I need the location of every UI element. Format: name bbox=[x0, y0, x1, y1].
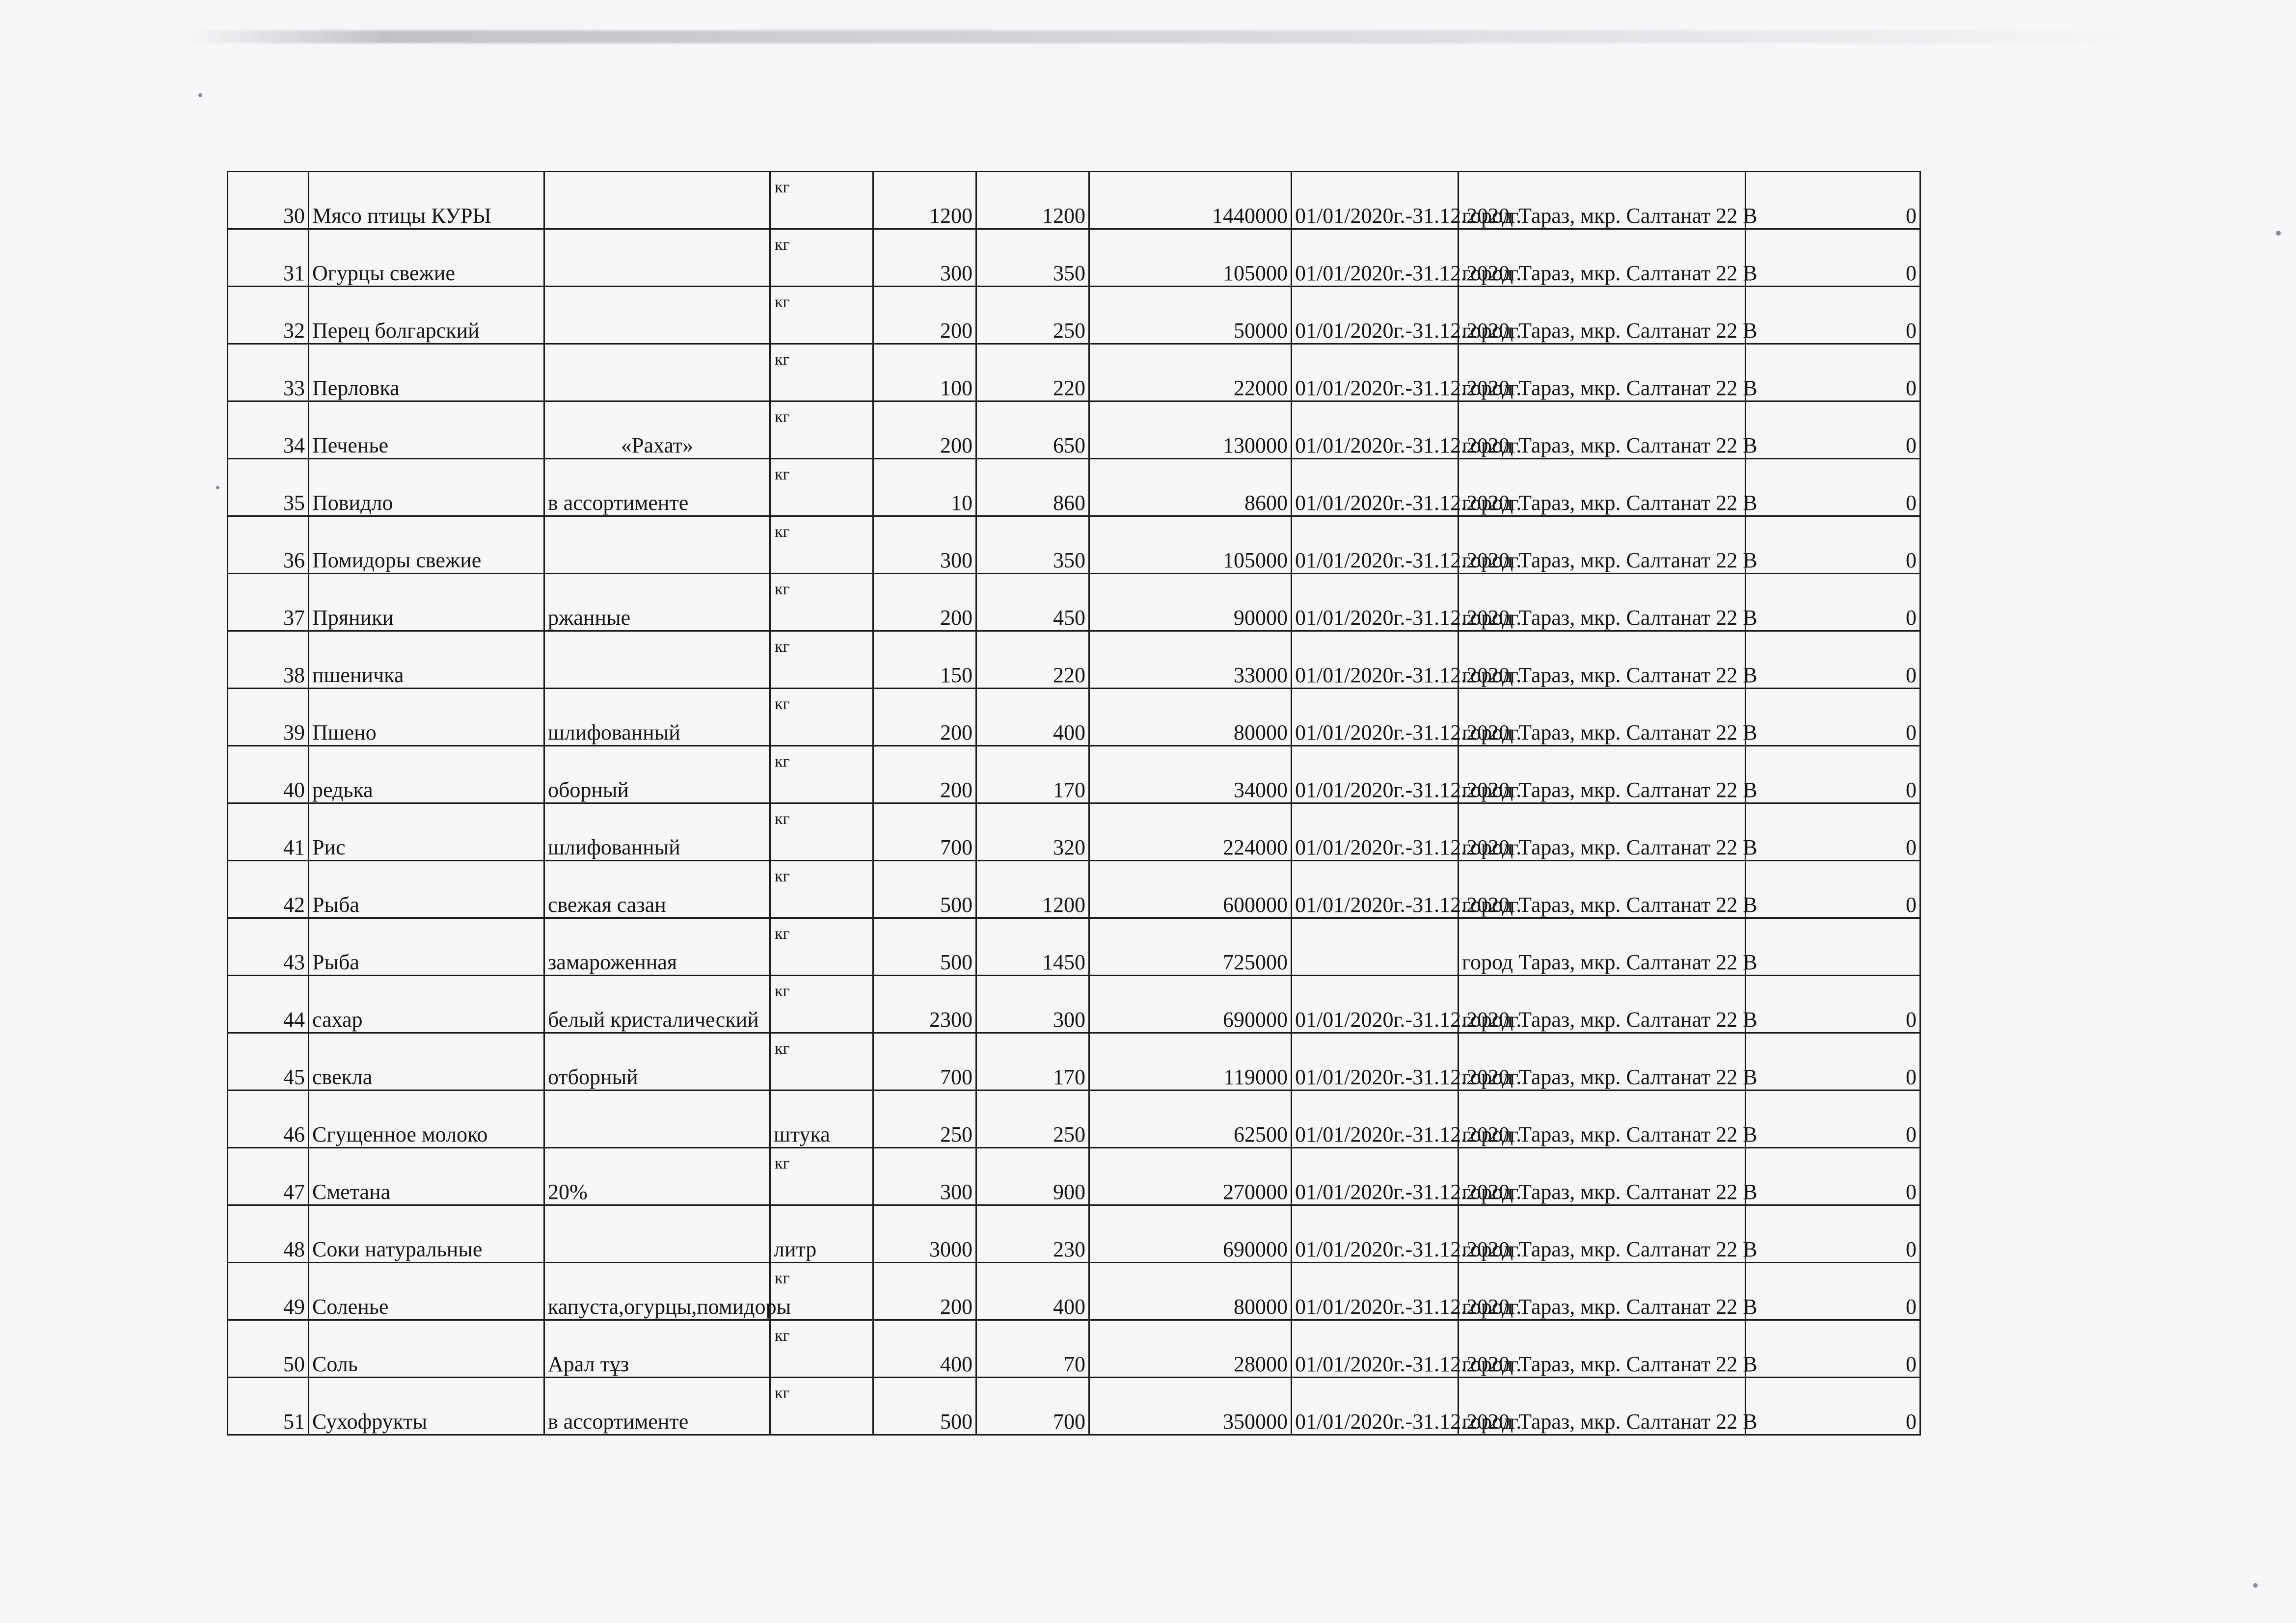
item-name: Печенье bbox=[309, 401, 544, 459]
table-row bbox=[228, 516, 1920, 574]
delivery-place: город Тараз, мкр. Салтанат 22 В bbox=[1459, 287, 1746, 344]
delivery-period: 01/01/2020г.-31.12.2020г. bbox=[1292, 976, 1459, 1033]
unit-label: кг bbox=[775, 408, 790, 426]
item-description bbox=[544, 344, 770, 401]
row-number: 37 bbox=[228, 574, 309, 631]
quantity: 3000 bbox=[873, 1205, 976, 1263]
table-row bbox=[228, 401, 1920, 459]
scan-speck bbox=[2276, 231, 2281, 236]
delivery-place: город Тараз, мкр. Салтанат 22 В bbox=[1459, 1378, 1746, 1435]
quantity: 150 bbox=[873, 631, 976, 689]
total-sum: 130000 bbox=[1089, 401, 1292, 459]
delivery-period: 01/01/2020г.-31.12.2020г. bbox=[1292, 344, 1459, 401]
item-name: Рыба bbox=[309, 918, 544, 976]
item-description: Арал тұз bbox=[544, 1320, 770, 1378]
extra-value: 0 bbox=[1746, 574, 1920, 631]
total-sum: 80000 bbox=[1089, 1263, 1292, 1320]
unit-price: 1450 bbox=[976, 918, 1089, 976]
item-description: ржанные bbox=[544, 574, 770, 631]
row-number: 50 bbox=[228, 1320, 309, 1378]
unit-of-measure bbox=[770, 287, 873, 344]
unit-label: кг bbox=[775, 1039, 790, 1058]
row-number: 40 bbox=[228, 746, 309, 803]
unit-price: 170 bbox=[976, 1033, 1089, 1091]
unit-label: штука bbox=[774, 1122, 830, 1146]
delivery-place: город Тараз, мкр. Салтанат 22 В bbox=[1459, 344, 1746, 401]
quantity: 400 bbox=[873, 1320, 976, 1378]
total-sum: 50000 bbox=[1089, 287, 1292, 344]
quantity: 300 bbox=[873, 1148, 976, 1205]
row-number: 44 bbox=[228, 976, 309, 1033]
unit-price: 400 bbox=[976, 1263, 1089, 1320]
unit-price: 450 bbox=[976, 574, 1089, 631]
item-description: капуста,огурцы,помидоры bbox=[544, 1263, 770, 1320]
total-sum: 105000 bbox=[1089, 229, 1292, 287]
table-row bbox=[228, 861, 1920, 918]
extra-value: 0 bbox=[1746, 1263, 1920, 1320]
extra-value: 0 bbox=[1746, 976, 1920, 1033]
unit-label: кг bbox=[775, 752, 790, 771]
total-sum: 1440000 bbox=[1089, 172, 1292, 229]
item-description: «Рахат» bbox=[544, 401, 770, 459]
unit-of-measure bbox=[770, 1148, 873, 1205]
row-number: 32 bbox=[228, 287, 309, 344]
unit-of-measure bbox=[770, 229, 873, 287]
item-description: шлифованный bbox=[544, 689, 770, 746]
unit-of-measure bbox=[770, 1205, 873, 1263]
scan-speck bbox=[2253, 1583, 2258, 1588]
quantity: 200 bbox=[873, 1263, 976, 1320]
item-description: в ассортименте bbox=[544, 459, 770, 516]
delivery-period: 01/01/2020г.-31.12.2020г. bbox=[1292, 803, 1459, 861]
unit-price: 700 bbox=[976, 1378, 1089, 1435]
table-row bbox=[228, 574, 1920, 631]
item-name: Повидло bbox=[309, 459, 544, 516]
delivery-period: 01/01/2020г.-31.12.2020г. bbox=[1292, 861, 1459, 918]
unit-of-measure bbox=[770, 1263, 873, 1320]
delivery-period: 01/01/2020г.-31.12.2020г. bbox=[1292, 1320, 1459, 1378]
extra-value: 0 bbox=[1746, 1320, 1920, 1378]
unit-price: 170 bbox=[976, 746, 1089, 803]
delivery-place: город Тараз, мкр. Салтанат 22 В bbox=[1459, 689, 1746, 746]
extra-value: 0 bbox=[1746, 861, 1920, 918]
unit-of-measure bbox=[770, 746, 873, 803]
row-number: 45 bbox=[228, 1033, 309, 1091]
delivery-period: 01/01/2020г.-31.12.2020г. bbox=[1292, 1033, 1459, 1091]
item-name: Перец болгарский bbox=[309, 287, 544, 344]
total-sum: 600000 bbox=[1089, 861, 1292, 918]
item-name: свекла bbox=[309, 1033, 544, 1091]
table-row bbox=[228, 1263, 1920, 1320]
item-description: свежая сазан bbox=[544, 861, 770, 918]
unit-price: 400 bbox=[976, 689, 1089, 746]
item-name: сахар bbox=[309, 976, 544, 1033]
delivery-period: 01/01/2020г.-31.12.2020г. bbox=[1292, 1263, 1459, 1320]
delivery-period: 01/01/2020г.-31.12.2020г. bbox=[1292, 459, 1459, 516]
table-row bbox=[228, 1033, 1920, 1091]
extra-value: 0 bbox=[1746, 287, 1920, 344]
item-name: Сухофрукты bbox=[309, 1378, 544, 1435]
extra-value: 0 bbox=[1746, 459, 1920, 516]
unit-of-measure bbox=[770, 861, 873, 918]
item-description bbox=[544, 172, 770, 229]
unit-price: 900 bbox=[976, 1148, 1089, 1205]
unit-price: 250 bbox=[976, 1091, 1089, 1148]
table-row bbox=[228, 287, 1920, 344]
item-name: Пшено bbox=[309, 689, 544, 746]
unit-price: 860 bbox=[976, 459, 1089, 516]
quantity: 100 bbox=[873, 344, 976, 401]
delivery-period bbox=[1292, 918, 1459, 976]
row-number: 41 bbox=[228, 803, 309, 861]
total-sum: 22000 bbox=[1089, 344, 1292, 401]
unit-label: кг bbox=[775, 1269, 790, 1287]
extra-value: 0 bbox=[1746, 689, 1920, 746]
total-sum: 270000 bbox=[1089, 1148, 1292, 1205]
unit-price: 350 bbox=[976, 516, 1089, 574]
unit-of-measure bbox=[770, 1378, 873, 1435]
table-row bbox=[228, 1320, 1920, 1378]
total-sum: 34000 bbox=[1089, 746, 1292, 803]
total-sum: 28000 bbox=[1089, 1320, 1292, 1378]
row-number: 35 bbox=[228, 459, 309, 516]
row-number: 49 bbox=[228, 1263, 309, 1320]
table-row bbox=[228, 1205, 1920, 1263]
quantity: 2300 bbox=[873, 976, 976, 1033]
table-row bbox=[228, 172, 1920, 229]
item-description: 20% bbox=[544, 1148, 770, 1205]
delivery-place: город Тараз, мкр. Салтанат 22 В bbox=[1459, 172, 1746, 229]
item-description: белый кристалический bbox=[544, 976, 770, 1033]
delivery-place: город Тараз, мкр. Салтанат 22 В bbox=[1459, 1033, 1746, 1091]
item-name: Огурцы свежие bbox=[309, 229, 544, 287]
unit-label: кг bbox=[775, 465, 790, 483]
unit-of-measure bbox=[770, 1033, 873, 1091]
extra-value: 0 bbox=[1746, 746, 1920, 803]
quantity: 200 bbox=[873, 574, 976, 631]
unit-label: кг bbox=[775, 523, 790, 541]
row-number: 34 bbox=[228, 401, 309, 459]
total-sum: 105000 bbox=[1089, 516, 1292, 574]
scan-edge-shadow bbox=[187, 30, 2150, 43]
total-sum: 224000 bbox=[1089, 803, 1292, 861]
table-row bbox=[228, 229, 1920, 287]
quantity: 500 bbox=[873, 861, 976, 918]
quantity: 200 bbox=[873, 746, 976, 803]
item-description bbox=[544, 1091, 770, 1148]
unit-price: 250 bbox=[976, 287, 1089, 344]
delivery-period: 01/01/2020г.-31.12.2020г. bbox=[1292, 516, 1459, 574]
unit-label: кг bbox=[775, 867, 790, 885]
delivery-place: город Тараз, мкр. Салтанат 22 В bbox=[1459, 976, 1746, 1033]
extra-value: 0 bbox=[1746, 1148, 1920, 1205]
unit-label: кг bbox=[775, 1154, 790, 1172]
total-sum: 90000 bbox=[1089, 574, 1292, 631]
quantity: 700 bbox=[873, 1033, 976, 1091]
unit-of-measure bbox=[770, 516, 873, 574]
item-name: Рис bbox=[309, 803, 544, 861]
item-name: пшеничка bbox=[309, 631, 544, 689]
delivery-place: город Тараз, мкр. Салтанат 22 В bbox=[1459, 746, 1746, 803]
delivery-period: 01/01/2020г.-31.12.2020г. bbox=[1292, 1148, 1459, 1205]
quantity: 250 bbox=[873, 1091, 976, 1148]
item-description bbox=[544, 1205, 770, 1263]
item-name: Перловка bbox=[309, 344, 544, 401]
table-row bbox=[228, 689, 1920, 746]
extra-value bbox=[1746, 918, 1920, 976]
quantity: 700 bbox=[873, 803, 976, 861]
unit-of-measure bbox=[770, 1091, 873, 1148]
procurement-sheet bbox=[227, 171, 1919, 1445]
unit-of-measure bbox=[770, 459, 873, 516]
item-name: Рыба bbox=[309, 861, 544, 918]
table-row bbox=[228, 976, 1920, 1033]
extra-value: 0 bbox=[1746, 229, 1920, 287]
row-number: 31 bbox=[228, 229, 309, 287]
unit-price: 300 bbox=[976, 976, 1089, 1033]
unit-of-measure bbox=[770, 1320, 873, 1378]
unit-label: кг bbox=[775, 178, 790, 196]
table-row bbox=[228, 459, 1920, 516]
total-sum: 690000 bbox=[1089, 976, 1292, 1033]
item-description bbox=[544, 229, 770, 287]
total-sum: 119000 bbox=[1089, 1033, 1292, 1091]
delivery-place: город Тараз, мкр. Салтанат 22 В bbox=[1459, 631, 1746, 689]
unit-of-measure bbox=[770, 631, 873, 689]
delivery-place: город Тараз, мкр. Салтанат 22 В bbox=[1459, 1263, 1746, 1320]
unit-of-measure bbox=[770, 918, 873, 976]
extra-value: 0 bbox=[1746, 803, 1920, 861]
unit-price: 220 bbox=[976, 631, 1089, 689]
extra-value: 0 bbox=[1746, 516, 1920, 574]
item-name: Соки натуральные bbox=[309, 1205, 544, 1263]
quantity: 500 bbox=[873, 1378, 976, 1435]
extra-value: 0 bbox=[1746, 344, 1920, 401]
item-name: Сметана bbox=[309, 1148, 544, 1205]
unit-of-measure bbox=[770, 574, 873, 631]
extra-value: 0 bbox=[1746, 631, 1920, 689]
quantity: 1200 bbox=[873, 172, 976, 229]
delivery-place: город Тараз, мкр. Салтанат 22 В bbox=[1459, 401, 1746, 459]
unit-price: 1200 bbox=[976, 861, 1089, 918]
delivery-place: город Тараз, мкр. Салтанат 22 В bbox=[1459, 1320, 1746, 1378]
delivery-place: город Тараз, мкр. Салтанат 22 В bbox=[1459, 918, 1746, 976]
unit-label: кг bbox=[775, 236, 790, 254]
unit-label: кг bbox=[775, 580, 790, 598]
item-name: Пряники bbox=[309, 574, 544, 631]
extra-value: 0 bbox=[1746, 172, 1920, 229]
item-description: замароженная bbox=[544, 918, 770, 976]
scan-speck bbox=[216, 486, 219, 489]
row-number: 43 bbox=[228, 918, 309, 976]
delivery-period: 01/01/2020г.-31.12.2020г. bbox=[1292, 287, 1459, 344]
unit-label: кг bbox=[775, 925, 790, 943]
quantity: 200 bbox=[873, 689, 976, 746]
scan-speck bbox=[198, 93, 202, 97]
row-number: 48 bbox=[228, 1205, 309, 1263]
unit-label: кг bbox=[775, 810, 790, 828]
delivery-period: 01/01/2020г.-31.12.2020г. bbox=[1292, 172, 1459, 229]
unit-price: 350 bbox=[976, 229, 1089, 287]
row-number: 38 bbox=[228, 631, 309, 689]
row-number: 39 bbox=[228, 689, 309, 746]
unit-price: 320 bbox=[976, 803, 1089, 861]
unit-of-measure bbox=[770, 401, 873, 459]
total-sum: 690000 bbox=[1089, 1205, 1292, 1263]
unit-of-measure bbox=[770, 172, 873, 229]
table-row bbox=[228, 1148, 1920, 1205]
item-name: Помидоры свежие bbox=[309, 516, 544, 574]
delivery-place: город Тараз, мкр. Салтанат 22 В bbox=[1459, 861, 1746, 918]
table-row bbox=[228, 344, 1920, 401]
delivery-period: 01/01/2020г.-31.12.2020г. bbox=[1292, 689, 1459, 746]
quantity: 300 bbox=[873, 516, 976, 574]
table-row bbox=[228, 803, 1920, 861]
unit-price: 70 bbox=[976, 1320, 1089, 1378]
quantity: 300 bbox=[873, 229, 976, 287]
delivery-place: город Тараз, мкр. Салтанат 22 В bbox=[1459, 229, 1746, 287]
delivery-period: 01/01/2020г.-31.12.2020г. bbox=[1292, 631, 1459, 689]
table-row bbox=[228, 1091, 1920, 1148]
item-description: шлифованный bbox=[544, 803, 770, 861]
delivery-period: 01/01/2020г.-31.12.2020г. bbox=[1292, 1205, 1459, 1263]
unit-of-measure bbox=[770, 689, 873, 746]
delivery-place: город Тараз, мкр. Салтанат 22 В bbox=[1459, 1148, 1746, 1205]
item-name: Сгущенное молоко bbox=[309, 1091, 544, 1148]
table-row bbox=[228, 918, 1920, 976]
item-name: редька bbox=[309, 746, 544, 803]
table-row bbox=[228, 1378, 1920, 1435]
item-name: Мясо птицы КУРЫ bbox=[309, 172, 544, 229]
delivery-period: 01/01/2020г.-31.12.2020г. bbox=[1292, 574, 1459, 631]
unit-label: кг bbox=[775, 982, 790, 1000]
item-description bbox=[544, 631, 770, 689]
delivery-place: город Тараз, мкр. Салтанат 22 В bbox=[1459, 803, 1746, 861]
procurement-table bbox=[227, 171, 1921, 1436]
table-row bbox=[228, 631, 1920, 689]
delivery-place: город Тараз, мкр. Салтанат 22 В bbox=[1459, 1091, 1746, 1148]
row-number: 33 bbox=[228, 344, 309, 401]
delivery-place: город Тараз, мкр. Салтанат 22 В bbox=[1459, 1205, 1746, 1263]
extra-value: 0 bbox=[1746, 1033, 1920, 1091]
delivery-period: 01/01/2020г.-31.12.2020г. bbox=[1292, 229, 1459, 287]
total-sum: 62500 bbox=[1089, 1091, 1292, 1148]
row-number: 51 bbox=[228, 1378, 309, 1435]
unit-label: кг bbox=[775, 1384, 790, 1402]
row-number: 30 bbox=[228, 172, 309, 229]
row-number: 46 bbox=[228, 1091, 309, 1148]
delivery-place: город Тараз, мкр. Салтанат 22 В bbox=[1459, 516, 1746, 574]
unit-price: 650 bbox=[976, 401, 1089, 459]
total-sum: 725000 bbox=[1089, 918, 1292, 976]
total-sum: 8600 bbox=[1089, 459, 1292, 516]
item-description bbox=[544, 516, 770, 574]
unit-label: кг bbox=[775, 1327, 790, 1345]
total-sum: 350000 bbox=[1089, 1378, 1292, 1435]
unit-label: литр bbox=[774, 1237, 817, 1261]
unit-price: 220 bbox=[976, 344, 1089, 401]
unit-label: кг bbox=[775, 695, 790, 713]
extra-value: 0 bbox=[1746, 401, 1920, 459]
extra-value: 0 bbox=[1746, 1205, 1920, 1263]
item-description: отборный bbox=[544, 1033, 770, 1091]
row-number: 47 bbox=[228, 1148, 309, 1205]
table-row bbox=[228, 746, 1920, 803]
unit-label: кг bbox=[775, 293, 790, 311]
table-body bbox=[228, 172, 1920, 1435]
row-number: 36 bbox=[228, 516, 309, 574]
item-description: в ассортименте bbox=[544, 1378, 770, 1435]
unit-price: 230 bbox=[976, 1205, 1089, 1263]
delivery-period: 01/01/2020г.-31.12.2020г. bbox=[1292, 1091, 1459, 1148]
delivery-period: 01/01/2020г.-31.12.2020г. bbox=[1292, 401, 1459, 459]
row-number: 42 bbox=[228, 861, 309, 918]
total-sum: 33000 bbox=[1089, 631, 1292, 689]
delivery-place: город Тараз, мкр. Салтанат 22 В bbox=[1459, 459, 1746, 516]
quantity: 500 bbox=[873, 918, 976, 976]
unit-of-measure bbox=[770, 344, 873, 401]
delivery-period: 01/01/2020г.-31.12.2020г. bbox=[1292, 1378, 1459, 1435]
quantity: 10 bbox=[873, 459, 976, 516]
quantity: 200 bbox=[873, 401, 976, 459]
item-description bbox=[544, 287, 770, 344]
unit-of-measure bbox=[770, 976, 873, 1033]
extra-value: 0 bbox=[1746, 1091, 1920, 1148]
item-name: Соль bbox=[309, 1320, 544, 1378]
unit-label: кг bbox=[775, 350, 790, 369]
unit-label: кг bbox=[775, 638, 790, 656]
unit-price: 1200 bbox=[976, 172, 1089, 229]
extra-value: 0 bbox=[1746, 1378, 1920, 1435]
total-sum: 80000 bbox=[1089, 689, 1292, 746]
item-description: оборный bbox=[544, 746, 770, 803]
delivery-place: город Тараз, мкр. Салтанат 22 В bbox=[1459, 574, 1746, 631]
quantity: 200 bbox=[873, 287, 976, 344]
delivery-period: 01/01/2020г.-31.12.2020г. bbox=[1292, 746, 1459, 803]
item-name: Соленье bbox=[309, 1263, 544, 1320]
unit-of-measure bbox=[770, 803, 873, 861]
